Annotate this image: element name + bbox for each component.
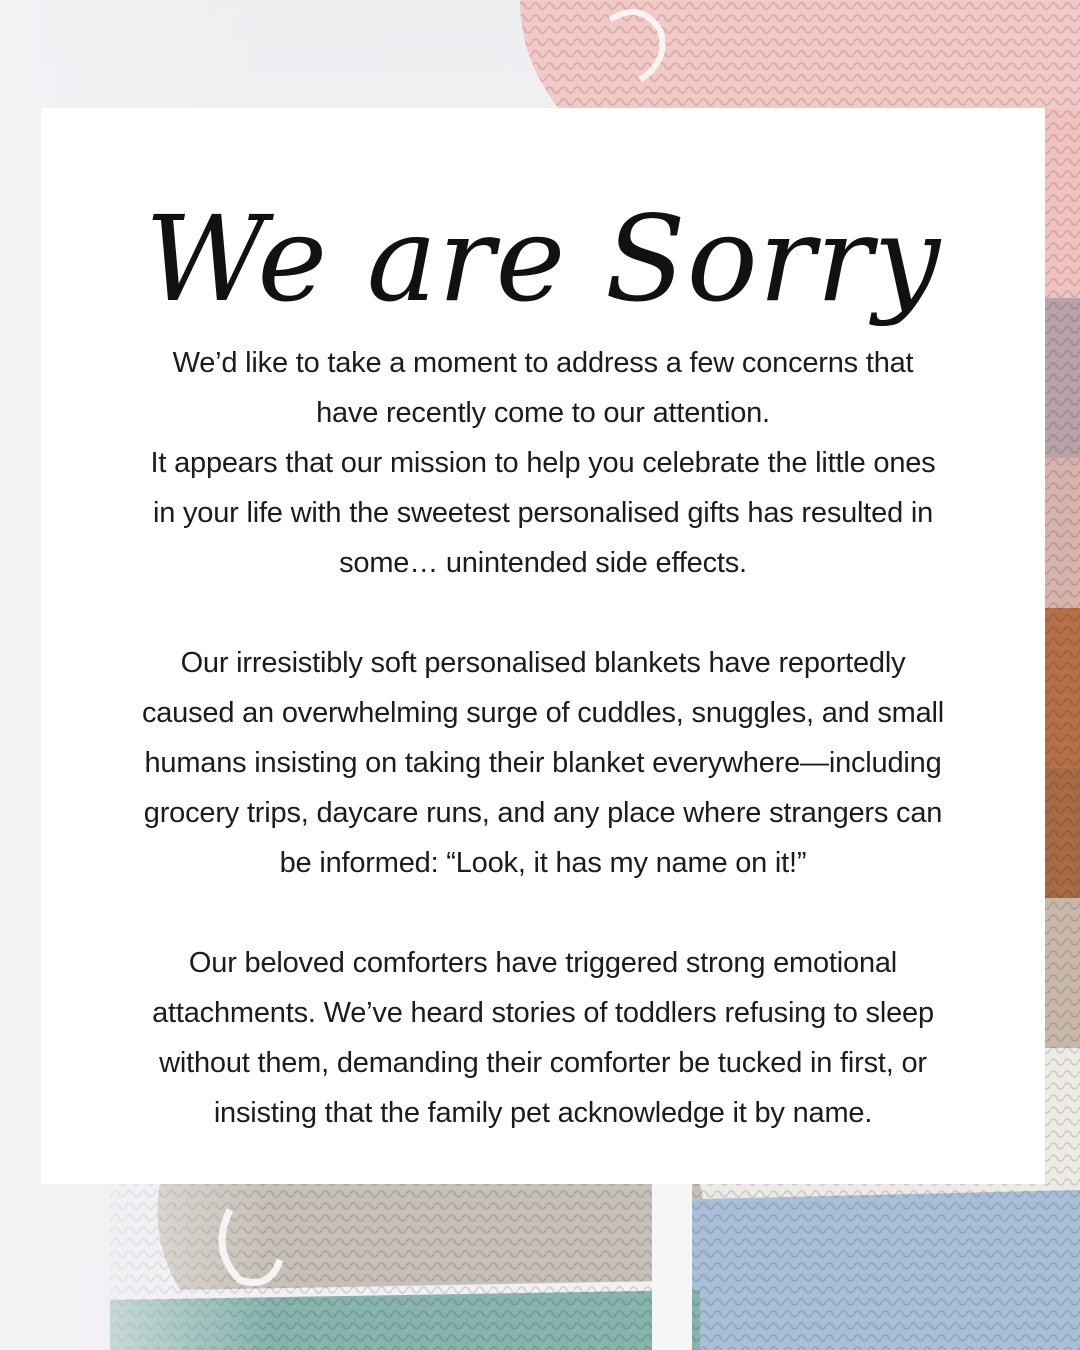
page-title: We are Sorry bbox=[144, 190, 942, 328]
paragraph-line: caused an overwhelming surge of cuddles, snuggles, and small bbox=[141, 697, 945, 729]
paragraph-line: attachments. We’ve heard stories of toddlers refusing to sleep bbox=[152, 997, 934, 1029]
paragraph-line: without them, demanding their comforter be tucked in first, or bbox=[159, 1047, 927, 1079]
message-body bbox=[81, 338, 1005, 1138]
paragraph-line: Our beloved comforters have triggered strong emotional bbox=[188, 947, 898, 979]
paragraph-line: Our irresistibly soft personalised blankets have reportedly bbox=[180, 647, 906, 679]
paragraph-line: humans insisting on taking their blanket everywhere—including bbox=[144, 747, 942, 779]
paragraph-line: be informed: “Look, it has my name on it!” bbox=[279, 847, 807, 879]
paragraph-1 bbox=[81, 338, 1005, 588]
paragraph-line: We’d like to take a moment to address a few concerns that bbox=[172, 347, 914, 379]
paragraph-2 bbox=[81, 638, 1005, 888]
paragraph-line: in your life with the sweetest personalised gifts has resulted in bbox=[152, 497, 934, 529]
paragraph-line: some… unintended side effects. bbox=[339, 547, 747, 579]
headline bbox=[41, 108, 1045, 358]
paragraph-line: grocery trips, daycare runs, and any place where strangers can bbox=[143, 797, 943, 829]
paragraph-line: insisting that the family pet acknowledge it by name. bbox=[213, 1097, 873, 1129]
paragraph-3 bbox=[81, 938, 1005, 1138]
paragraph-line: have recently come to our attention. bbox=[316, 397, 770, 429]
apology-card bbox=[41, 108, 1045, 1184]
paragraph-line: It appears that our mission to help you celebrate the little ones bbox=[150, 447, 936, 479]
